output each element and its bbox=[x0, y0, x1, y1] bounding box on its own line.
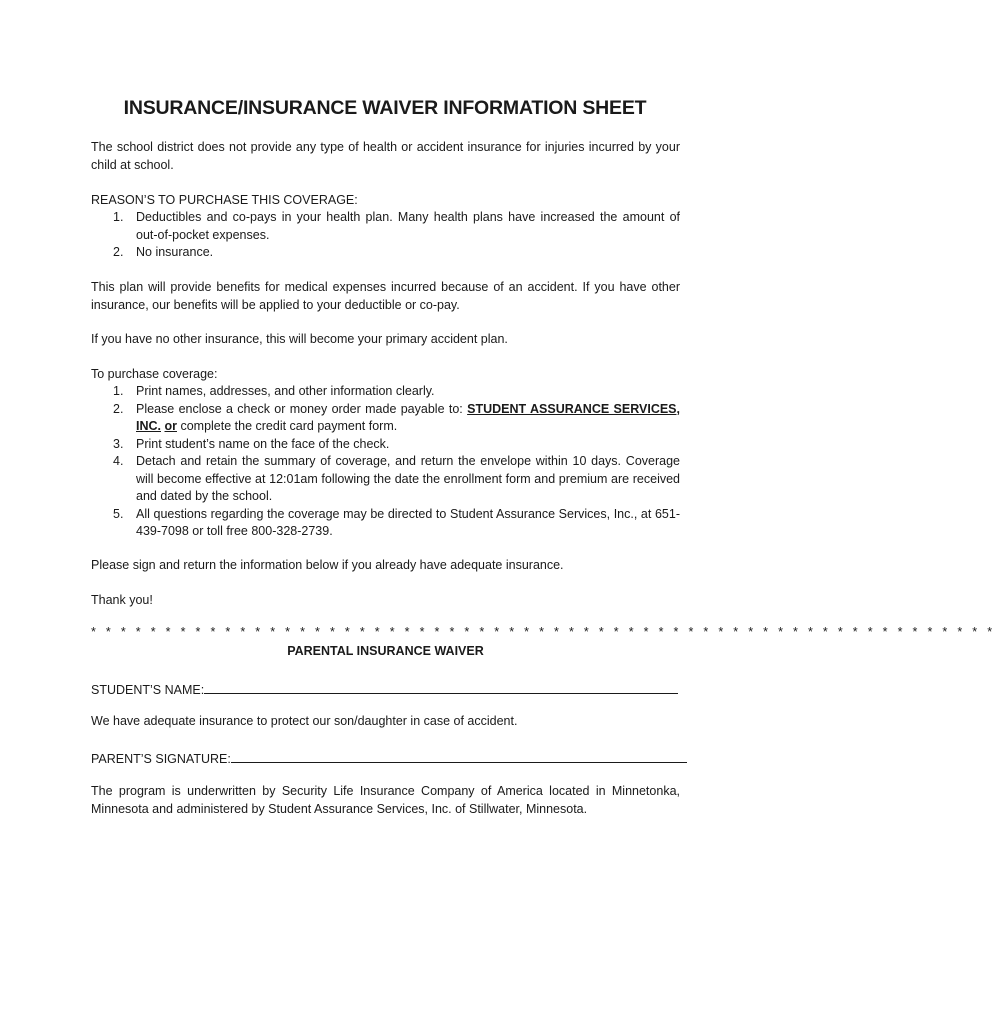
waiver-statement: We have adequate insurance to protect our son/daughter in case of accident. bbox=[91, 714, 518, 728]
benefits-paragraph: This plan will provide benefits for medical expenses incurred because of an accident. If you have other insurance, our benefits will be applied to your deductible or co-pay. bbox=[91, 280, 680, 312]
parent-signature-field[interactable] bbox=[231, 748, 687, 763]
sign-request-paragraph: Please sign and return the information below if you already have adequate insurance. bbox=[91, 558, 564, 572]
list-item: 2. Please enclose a check or money order made payable to: STUDENT ASSURANCE SERVICES, INC. or complete the credit card payment form. bbox=[113, 401, 680, 433]
student-name-field[interactable] bbox=[204, 679, 678, 694]
list-item: 1. Deductibles and co-pays in your health plan. Many health plans have increased the amount of out-of-pocket expenses. bbox=[113, 210, 680, 242]
separator-stars: * * * * * * * * * * * * * * * * * * * * * * * * * * * * * * * * * * * * * * * * * * * * * * * * * * * * * * * * * * * * * bbox=[91, 625, 995, 639]
payee-name: STUDENT ASSURANCE SERVICES, INC. bbox=[136, 401, 680, 433]
list-item: 4. Detach and retain the summary of coverage, and return the envelope within 10 days. Coverage will become effective at 12:01am following the date the enrollment form and premium are received and dated by the school. bbox=[113, 454, 680, 503]
thank-you-text: Thank you! bbox=[91, 593, 153, 607]
reasons-heading: REASON’S TO PURCHASE THIS COVERAGE: bbox=[91, 193, 358, 207]
purchase-steps-list bbox=[113, 383, 680, 541]
intro-paragraph: The school district does not provide any type of health or accident insurance for injuries incurred by your child at school. bbox=[91, 140, 680, 172]
list-item: 5. All questions regarding the coverage may be directed to Student Assurance Services, Inc., at 651-439-7098 or toll free 800-328-2739. bbox=[113, 506, 680, 538]
list-item: 3. Print student’s name on the face of the check. bbox=[113, 436, 390, 451]
purchase-heading: To purchase coverage: bbox=[91, 367, 218, 381]
page-title: INSURANCE/INSURANCE WAIVER INFORMATION SHEET bbox=[123, 97, 647, 119]
list-item: 1. Print names, addresses, and other information clearly. bbox=[113, 384, 435, 398]
footer-paragraph: The program is underwritten by Security Life Insurance Company of America located in Minnetonka, Minnesota and administered by Student Assurance Services, Inc. of Stillwater, Minnesota. bbox=[91, 784, 680, 816]
parent-signature-row bbox=[91, 748, 680, 769]
student-name-row bbox=[91, 679, 680, 700]
parent-signature-label: PARENT’S SIGNATURE: bbox=[91, 752, 231, 766]
reasons-list bbox=[113, 209, 680, 262]
list-item: 2. No insurance. bbox=[113, 245, 214, 259]
student-name-label: STUDENT’S NAME: bbox=[91, 683, 205, 697]
waiver-heading: PARENTAL INSURANCE WAIVER bbox=[287, 644, 484, 658]
or-word: or bbox=[164, 419, 177, 433]
primary-plan-paragraph: If you have no other insurance, this will become your primary accident plan. bbox=[91, 332, 508, 346]
